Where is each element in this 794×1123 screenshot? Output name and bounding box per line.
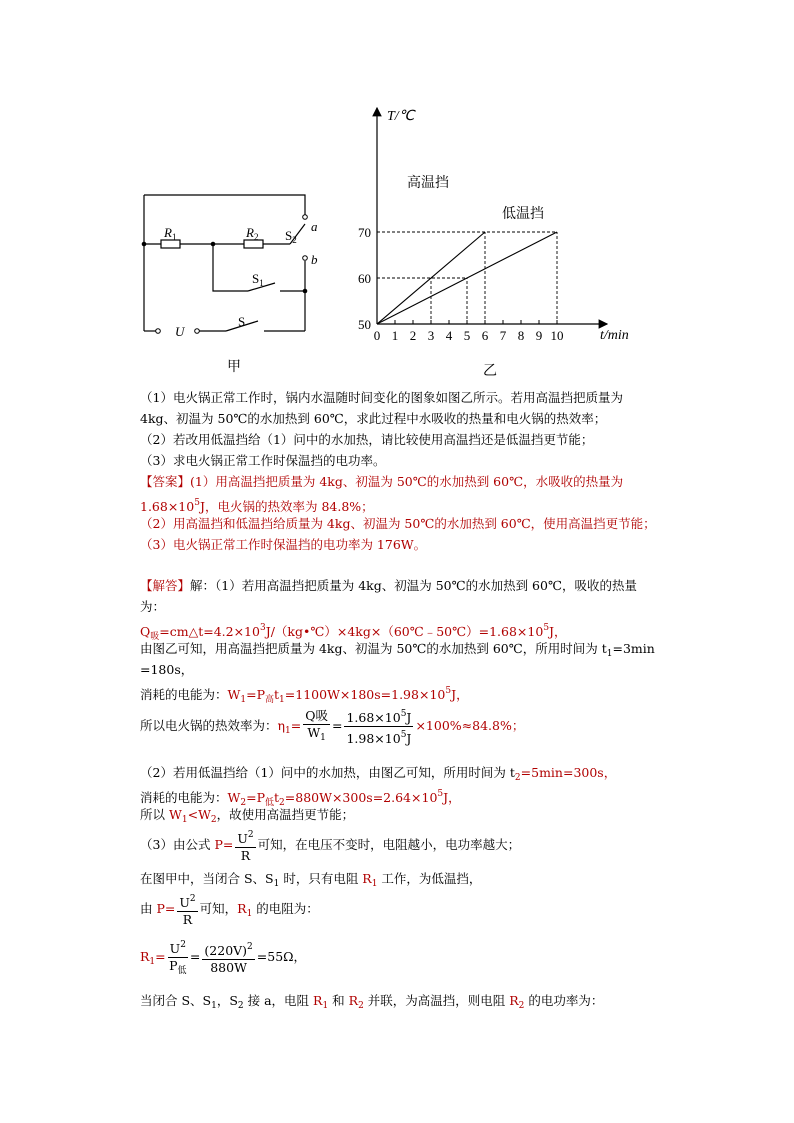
solution-3-circuit-line: 在图甲中，当闭合 S、$S_1$ 时，只有电阻 $R_1$ 工作，为低温挡， [140, 871, 482, 889]
caption-yi: 乙 [483, 363, 497, 379]
answer-tag: 【答案】 [140, 474, 191, 489]
x-tick-label: 8 [517, 328, 525, 343]
answer-1-line-2: $1.68\times 10^5J$，电火锅的热效率为 84.8%； [140, 498, 374, 514]
x-tick-label: 4 [445, 328, 453, 343]
terminal-u-left [156, 329, 161, 334]
label-s1: $S_1$ [252, 271, 264, 288]
junction-dot [142, 242, 147, 247]
solution-3-formula-line: 由 P= $\frac{U^2}{R}$ 可知，$R_1$ 的电阻为： [140, 890, 319, 933]
junction-dot [303, 289, 308, 294]
series-label-high: 高温挡 [407, 175, 449, 191]
terminal-u-right [195, 329, 200, 334]
x-tick-label: 6 [481, 328, 489, 343]
solution-3-line: （3）由公式 P= $\frac{U^2}{R}$ 可知，在电压不变时，电阻越小，电功率越大； [140, 826, 520, 864]
answer-2: （2）用高温挡和低温挡给质量为 4kg、初温为 50℃的水加热到 60℃，使用高温挡更节能； [140, 516, 656, 531]
y-axis-label: T/℃ [387, 109, 415, 124]
efficiency-fraction-1: $\frac{\text{Q吸}}{W_1}$ [305, 707, 328, 743]
solution-w2-line: 消耗的电能为：$W_2=P_低t_2=880W\times 300s=2.64\times 10^5J$， [140, 789, 461, 808]
x-tick-label: 1 [391, 328, 399, 343]
y-tick-label: 60 [358, 271, 371, 286]
question-1-line-2: 4kg、初温为 50℃的水加热到 60℃，求此过程中水吸收的热量和电火锅的热效率； [140, 411, 607, 426]
top-wire [144, 195, 305, 215]
label-s2: $S_2$ [285, 228, 297, 245]
junction-dot [211, 242, 216, 247]
question-1-line-1: （1）电火锅正常工作时，锅内水温随时间变化的图象如图乙所示。若用高温挡把质量为 [140, 390, 623, 405]
solution-w1-line: 消耗的电能为：$W_1=P_高t_1=1100W\times 180s=1.98\times 10^5J$， [140, 686, 469, 705]
solution-efficiency-line: 所以电火锅的热效率为：$\eta_1=$ $\frac{\text{Q吸}}{W_1}$ = $\frac{1.68\times 10^5J}{1.98\times 10^5J}$ ×100%≈84.8%； [140, 707, 525, 746]
series-label-low: 低温挡 [502, 206, 544, 222]
x-tick-label: 9 [535, 328, 543, 343]
temperature-graph [350, 100, 640, 385]
label-u: U [175, 324, 185, 339]
y-tick-label: 70 [358, 225, 371, 240]
label-a: a [311, 219, 318, 234]
y-tick-label: 50 [358, 317, 371, 332]
label-r1: $R_1$ [164, 225, 177, 242]
answer-3: （3）电火锅正常工作时保温挡的电功率为 176W。 [140, 537, 427, 552]
solution-r1-line: $R_1=$ $\frac{U^2}{P_低}$ = $\frac{(220V)^2}{880W}$ =55Ω， [140, 936, 306, 983]
question-3: （3）求电火锅正常工作时保温挡的电功率。 [140, 453, 386, 468]
x-tick-label: 10 [550, 328, 564, 343]
label-s: S [238, 314, 246, 329]
r1-fraction-2: $\frac{(220V)^2}{880W}$ [202, 939, 254, 976]
caption-jia: 甲 [227, 359, 241, 375]
answer-1-line-1: 【答案】(1）用高温挡把质量为 4kg、初温为 50℃的水加热到 60℃，水吸收的热量为 [140, 474, 624, 489]
label-r2: $R_2$ [246, 225, 259, 242]
efficiency-fraction-2: $\frac{1.68\times 10^5J}{1.98\times 10^5J}$ [344, 706, 413, 747]
solution-3-last-line: 当闭合 S、$S_1$，$S_2$ 接 a，电阻 $R_1$ 和 $R_2$ 并联，为高温挡，则电阻 $R_2$ 的电功率为： [140, 993, 604, 1011]
terminal-b [303, 256, 308, 261]
power-formula-fraction-2: $\frac{U^2}{R}$ [177, 891, 197, 928]
solution-compare-line: 所以 $W_1<W_2$，故使用高温挡更节能； [140, 807, 355, 825]
x-tick-label: 2 [409, 328, 417, 343]
label-b: b [311, 252, 318, 267]
x-tick-label: 3 [427, 328, 435, 343]
solution-1-head: 【解答】解：（1）若用高温挡把质量为 4kg、初温为 50℃的水加热到 60℃，吸收的热量 [140, 578, 637, 593]
solution-tag: 【解答】 [140, 578, 191, 593]
x-tick-label: 5 [463, 328, 471, 343]
solution-2-line: （2）若用低温挡给（1）问中的水加热，由图乙可知，所用时间为 $t_2=5\min=300s$， [140, 765, 617, 783]
r1-fraction-1: $\frac{U^2}{P_低}$ [168, 937, 188, 979]
resistor-r1 [161, 240, 180, 248]
solution-q-equation: $Q_吸=cm\triangle t=4.2\times 10^3J/(kg•℃)\times 4kg\times(60℃﹣50℃)=1.68\times 10^5J$， [140, 623, 567, 642]
solution-graph-line-2: =180s， [140, 662, 194, 677]
x-axis-label: t/min [600, 328, 629, 343]
power-formula-fraction: $\frac{U^2}{R}$ [235, 827, 255, 864]
x-tick-label: 7 [499, 328, 507, 343]
terminal-a [303, 215, 308, 220]
solution-1-wei: 为： [140, 599, 166, 614]
x-tick-label: 0 [373, 328, 381, 343]
circuit-diagram [130, 185, 330, 385]
question-2: （2）若改用低温挡给（1）问中的水加热，请比较使用高温挡还是低温挡更节能； [140, 432, 594, 447]
solution-graph-line-1: 由图乙可知，用高温挡把质量为 4kg、初温为 50℃的水加热到 60℃，所用时间为 $t_1=3\min$ [140, 641, 655, 659]
